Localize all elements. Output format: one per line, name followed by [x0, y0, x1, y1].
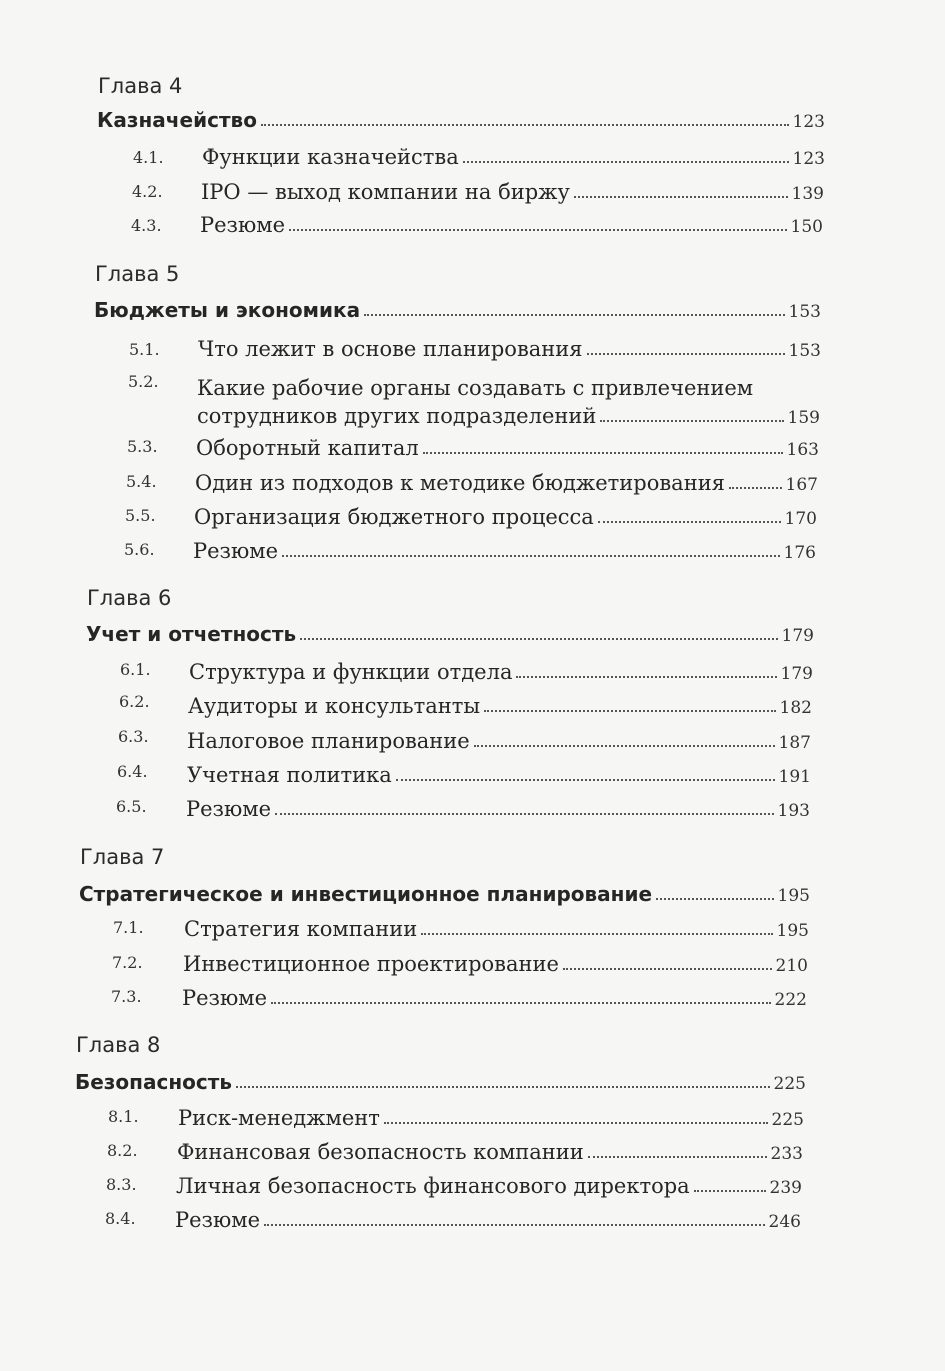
dot-leader — [271, 1002, 770, 1004]
toc-entry[interactable] — [198, 337, 821, 361]
dot-leader — [261, 124, 789, 126]
dot-leader — [423, 452, 783, 454]
page-number: 246 — [768, 1212, 801, 1232]
dot-leader — [598, 521, 781, 523]
chapter-label: Глава 8 — [76, 1033, 161, 1057]
section-title: IPO — выход компании на биржу — [201, 180, 570, 204]
section-title: Оборотный капитал — [196, 436, 419, 460]
dot-leader — [600, 420, 783, 422]
dot-leader — [463, 161, 789, 163]
toc-entry[interactable] — [176, 1174, 802, 1198]
toc-entry[interactable] — [183, 952, 808, 976]
toc-entry[interactable] — [194, 505, 817, 529]
section-number: 6.2. — [119, 692, 150, 711]
page-number: 195 — [776, 921, 809, 941]
dot-leader — [396, 779, 775, 781]
toc-entry[interactable] — [187, 763, 811, 787]
page-number: 179 — [780, 664, 813, 684]
dot-leader — [474, 745, 775, 747]
section-number: 8.3. — [106, 1175, 137, 1194]
section-title: Стратегия компании — [184, 917, 418, 941]
section-title: Резюме — [175, 1208, 261, 1232]
chapter-title: Бюджеты и экономика — [94, 298, 361, 322]
page-number: 153 — [788, 302, 821, 322]
dot-leader — [384, 1122, 768, 1124]
dot-leader — [264, 1224, 764, 1226]
toc-entry[interactable] — [188, 694, 812, 718]
section-number: 7.1. — [113, 918, 144, 937]
section-title: Организация бюджетного процесса — [194, 505, 594, 529]
page-number: 123 — [792, 149, 825, 169]
section-title: сотрудников других подразделений — [197, 404, 597, 428]
page-number: 179 — [781, 626, 814, 646]
dot-leader — [300, 638, 777, 640]
toc-entry[interactable] — [177, 1140, 803, 1164]
section-title: Личная безопасность финансового директора — [176, 1174, 690, 1198]
page-number: 123 — [792, 112, 825, 132]
section-number: 5.3. — [127, 437, 158, 456]
section-title: Учетная политика — [187, 763, 392, 787]
dot-leader — [516, 676, 776, 678]
dot-leader — [236, 1086, 770, 1088]
section-title: Аудиторы и консультанты — [188, 694, 481, 718]
page-number: 187 — [778, 733, 811, 753]
page-number: 170 — [784, 509, 817, 529]
section-title: Налоговое планирование — [187, 729, 470, 753]
chapter-title-entry[interactable] — [97, 108, 825, 132]
section-number: 6.5. — [116, 797, 147, 816]
page-number: 159 — [787, 408, 820, 428]
section-number: 6.3. — [118, 727, 149, 746]
dot-leader — [694, 1190, 766, 1192]
chapter-title-entry[interactable] — [94, 298, 821, 322]
section-title: Что лежит в основе планирования — [198, 337, 583, 361]
page-number: 233 — [770, 1144, 803, 1164]
dot-leader — [364, 314, 784, 316]
page-number: 153 — [788, 341, 821, 361]
chapter-title-entry[interactable] — [86, 622, 814, 646]
chapter-label: Глава 7 — [80, 845, 165, 869]
page-number: 222 — [774, 990, 807, 1010]
section-number: 6.4. — [117, 762, 148, 781]
dot-leader — [587, 353, 785, 355]
dot-leader — [421, 933, 772, 935]
toc-entry[interactable] — [182, 986, 807, 1010]
page-number: 210 — [775, 956, 808, 976]
toc-entry[interactable] — [201, 180, 824, 204]
section-number: 7.3. — [111, 987, 142, 1006]
section-number: 7.2. — [112, 953, 143, 972]
section-number: 6.1. — [120, 660, 151, 679]
dot-leader — [656, 898, 773, 900]
section-number: 8.4. — [105, 1209, 136, 1228]
dot-leader — [275, 813, 773, 815]
section-title-line1[interactable]: Какие рабочие органы создавать с привлечением — [197, 376, 754, 400]
section-number: 4.1. — [133, 148, 164, 167]
toc-entry[interactable] — [189, 660, 813, 684]
chapter-title: Учет и отчетность — [86, 622, 297, 646]
chapter-label: Глава 4 — [98, 74, 183, 98]
section-title: Структура и функции отдела — [189, 660, 513, 684]
page-number: 176 — [783, 543, 816, 563]
page-number: 167 — [785, 475, 818, 495]
toc-entry[interactable] — [200, 213, 823, 237]
section-title: Резюме — [182, 986, 268, 1010]
page-number: 139 — [791, 184, 824, 204]
chapter-title: Стратегическое и инвестиционное планирование — [79, 882, 653, 906]
section-number: 5.1. — [129, 340, 160, 359]
section-title: Риск-менеджмент — [178, 1106, 380, 1130]
section-title: Инвестиционное проектирование — [183, 952, 559, 976]
section-number: 8.2. — [107, 1141, 138, 1160]
dot-leader — [282, 555, 779, 557]
section-number: 5.6. — [124, 540, 155, 559]
chapter-title: Казначейство — [97, 108, 257, 132]
page-number: 195 — [777, 886, 810, 906]
page-number: 239 — [769, 1178, 802, 1198]
section-number: 5.2. — [128, 372, 159, 391]
section-number: 4.2. — [132, 182, 163, 201]
toc-entry[interactable] — [202, 145, 825, 169]
page-number: 163 — [786, 440, 819, 460]
page-number: 225 — [771, 1110, 804, 1130]
toc-entry[interactable] — [187, 729, 811, 753]
section-title: Резюме — [186, 797, 272, 821]
page-number: 193 — [777, 801, 810, 821]
toc-entry[interactable] — [175, 1208, 801, 1232]
dot-leader — [574, 196, 788, 198]
section-title: Финансовая безопасность компании — [177, 1140, 584, 1164]
page-number: 225 — [773, 1074, 806, 1094]
dot-leader — [563, 968, 772, 970]
dot-leader — [289, 229, 786, 231]
dot-leader — [484, 710, 775, 712]
chapter-title-entry[interactable] — [79, 882, 810, 906]
section-title: Один из подходов к методике бюджетирования — [195, 471, 725, 495]
chapter-label: Глава 6 — [87, 586, 172, 610]
toc-entry[interactable] — [197, 404, 820, 428]
chapter-title-entry[interactable] — [75, 1070, 806, 1094]
toc-entry[interactable] — [193, 539, 816, 563]
toc-entry[interactable] — [184, 917, 809, 941]
section-number: 4.3. — [131, 216, 162, 235]
page-number: 191 — [778, 767, 811, 787]
section-number: 5.5. — [125, 506, 156, 525]
toc-entry[interactable] — [195, 471, 818, 495]
page-number: 150 — [790, 217, 823, 237]
section-title: Функции казначейства — [202, 145, 459, 169]
page-number: 182 — [779, 698, 812, 718]
section-title: Резюме — [200, 213, 286, 237]
section-number: 5.4. — [126, 472, 157, 491]
dot-leader — [588, 1156, 767, 1158]
dot-leader — [729, 487, 782, 489]
toc-entry[interactable] — [178, 1106, 804, 1130]
section-number: 8.1. — [108, 1107, 139, 1126]
toc-entry[interactable] — [196, 436, 819, 460]
toc-entry[interactable] — [186, 797, 810, 821]
section-title: Резюме — [193, 539, 279, 563]
chapter-title: Безопасность — [75, 1070, 232, 1094]
chapter-label: Глава 5 — [95, 262, 180, 286]
